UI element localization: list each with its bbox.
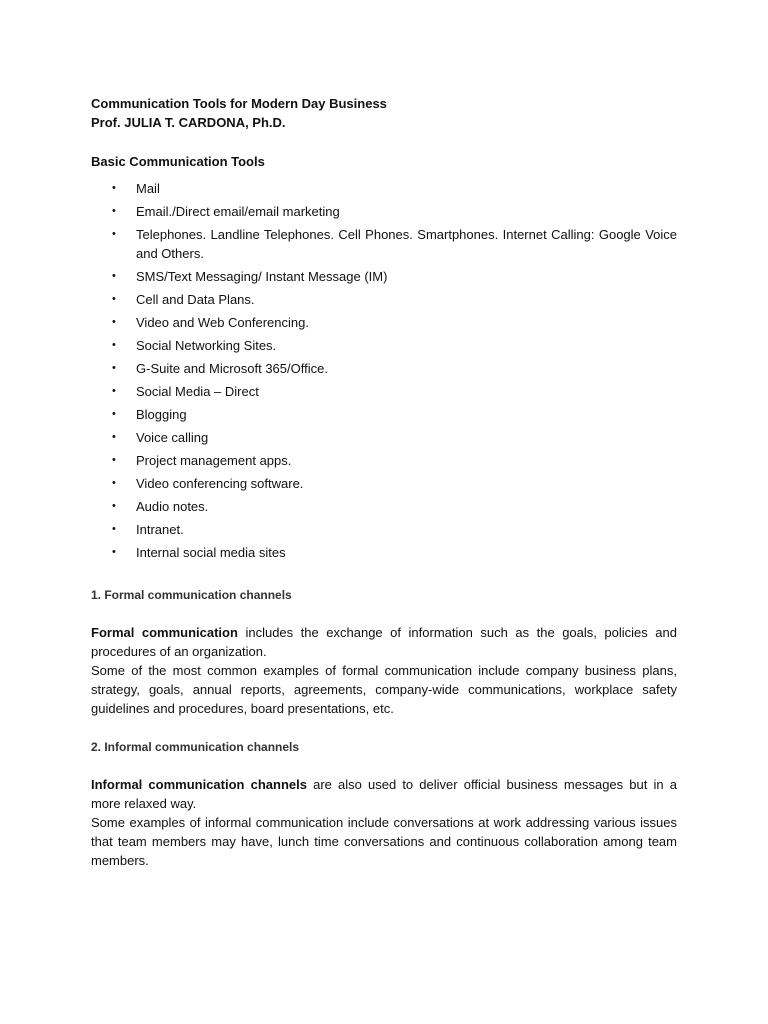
list-item: • G-Suite and Microsoft 365/Office. xyxy=(112,361,328,376)
bullet-icon: • xyxy=(112,316,116,328)
bullet-icon: • xyxy=(112,270,116,282)
list-item: • Blogging xyxy=(112,407,187,422)
list-item: • Cell and Data Plans. xyxy=(112,292,255,307)
bullet-icon: • xyxy=(112,293,116,305)
list-item: • Social Media – Direct xyxy=(112,384,259,399)
list-item: • Internal social media sites xyxy=(112,545,286,560)
bullet-icon: • xyxy=(112,454,116,466)
list-item: • Social Networking Sites. xyxy=(112,338,277,353)
document-page xyxy=(91,94,677,870)
bullet-icon: • xyxy=(112,477,116,489)
basic-tools-heading: Basic Communication Tools xyxy=(91,154,265,169)
bullet-icon: • xyxy=(112,228,116,240)
list-item: • Audio notes. xyxy=(112,499,209,514)
list-item: • Voice calling xyxy=(112,430,209,445)
list-item: • Email./Direct email/email marketing xyxy=(112,204,340,219)
list-item: • Project management apps. xyxy=(112,453,292,468)
formal-examples-paragraph: Some of the most common examples of formal communication include company business plans, strategy, goals, annual reports, agreements, company-wide communications, workplace safety guidelines and procedures, board presentations, etc. xyxy=(91,663,677,716)
list-item: • Video conferencing software. xyxy=(112,476,304,491)
bullet-icon: • xyxy=(112,205,116,217)
formal-channels-heading: 1. Formal communication channels xyxy=(91,588,292,602)
bullet-icon: • xyxy=(112,431,116,443)
formal-definition-paragraph: Formal communication includes the exchange of information such as the goals, policies and procedures of an organization. xyxy=(91,625,677,659)
bullet-icon: • xyxy=(112,408,116,420)
bullet-icon: • xyxy=(112,362,116,374)
bullet-icon: • xyxy=(112,339,116,351)
formal-term: Formal communication xyxy=(91,625,238,640)
document-title: Communication Tools for Modern Day Business xyxy=(91,96,387,111)
document-author: Prof. JULIA T. CARDONA, Ph.D. xyxy=(91,115,286,130)
informal-definition-paragraph: Informal communication channels are also used to deliver official business messages but in a more relaxed way. xyxy=(91,777,677,811)
list-item: • Intranet. xyxy=(112,522,184,537)
bullet-icon: • xyxy=(112,385,116,397)
bullet-icon: • xyxy=(112,523,116,535)
list-item: • Video and Web Conferencing. xyxy=(112,315,309,330)
bullet-icon: • xyxy=(112,182,116,194)
list-item: • SMS/Text Messaging/ Instant Message (IM) xyxy=(112,269,388,284)
list-item: • Telephones. Landline Telephones. Cell Phones. Smartphones. Internet Calling: Google Voice and Others. xyxy=(112,227,677,261)
informal-channels-heading: 2. Informal communication channels xyxy=(91,740,300,754)
informal-term: Informal communication channels xyxy=(91,777,307,792)
list-item: • Mail xyxy=(112,181,160,196)
tools-list xyxy=(91,179,677,562)
informal-examples-paragraph: Some examples of informal communication include conversations at work addressing various issues that team members may have, lunch time conversations and continuous collaboration among team members. xyxy=(91,815,677,868)
bullet-icon: • xyxy=(112,500,116,512)
bullet-icon: • xyxy=(112,546,116,558)
